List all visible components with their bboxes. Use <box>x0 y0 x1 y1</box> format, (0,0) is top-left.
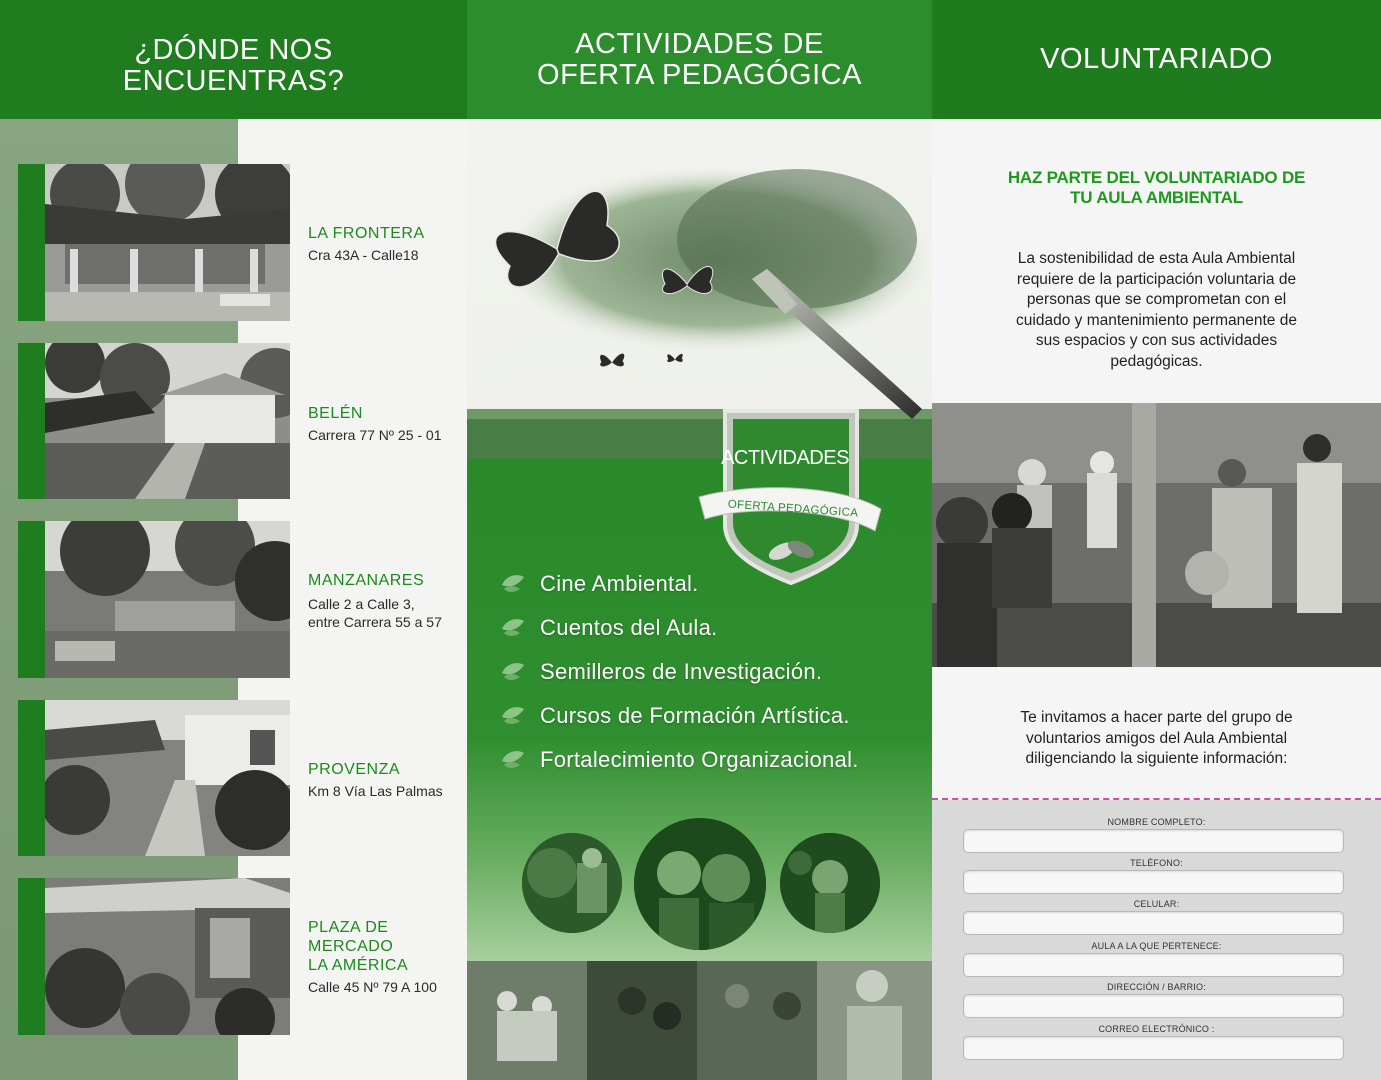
location-photo-provenza <box>18 700 290 856</box>
activity-item <box>500 650 859 694</box>
panel-activities <box>467 0 932 1080</box>
volunteer-paragraph <box>962 249 1351 372</box>
telefono-field[interactable] <box>963 870 1344 894</box>
activity-photo-circles <box>467 818 932 948</box>
volunteer-invite <box>962 708 1351 770</box>
location-name: LA FRONTERA <box>308 225 425 242</box>
activities-bottom-photo <box>467 961 932 1080</box>
circle-photo-3 <box>780 833 880 933</box>
activity-item <box>500 562 859 606</box>
volunteer-title-line2: TU AULA AMBIENTAL <box>1070 188 1243 207</box>
volunteer-title <box>932 168 1381 208</box>
badge-ribbon-text: OFERTA PEDAGÓGICA <box>727 498 859 520</box>
location-address: Carrera 77 Nº 25 - 01 <box>308 427 442 443</box>
paragraph-line: requiere de la participación voluntaria de <box>1016 270 1297 288</box>
activity-label: Cine Ambiental. <box>540 571 699 596</box>
location-address: Km 8 Vía Las Palmas <box>308 783 443 799</box>
location-photo-manzanares <box>18 521 290 678</box>
nombre-field[interactable] <box>963 829 1344 853</box>
invite-line: diligenciando la siguiente información: <box>1025 750 1288 767</box>
activities-heading <box>467 0 932 119</box>
location-address: Cra 43A - Calle18 <box>308 247 419 263</box>
paragraph-line: La sostenibilidad de esta Aula Ambiental <box>1017 250 1296 267</box>
location-name-line3: LA AMÉRICA <box>308 957 409 974</box>
activity-item <box>500 738 859 782</box>
leaf-bullet-icon <box>500 749 526 771</box>
location-photo-america <box>18 878 290 1035</box>
leaf-bullet-icon <box>500 573 526 595</box>
panel-locations <box>0 0 467 1080</box>
field-label-celular: CELULAR: <box>1133 899 1180 909</box>
location-name-line2: MERCADO <box>308 938 394 955</box>
volunteers-group-photo <box>932 403 1381 667</box>
activities-shield-badge <box>697 405 883 587</box>
paragraph-line: sus espacios y con sus actividades <box>1035 332 1278 349</box>
location-address-line2: entre Carrera 55 a 57 <box>308 614 442 630</box>
location-info-america <box>308 918 437 996</box>
field-label-direccion: DIRECCIÓN / BARRIO: <box>1107 982 1206 992</box>
paragraph-line: cuidado y mantenimiento permanente de <box>1016 311 1297 329</box>
direccion-field[interactable] <box>963 994 1344 1018</box>
location-photo-frontera <box>18 164 290 321</box>
location-name: MANZANARES <box>308 572 425 589</box>
badge-title: ACTIVIDADES <box>721 447 849 469</box>
location-name: BELÉN <box>308 405 363 422</box>
field-label-aula: AULA A LA QUE PERTENECE: <box>1091 941 1222 951</box>
leaf-bullet-icon <box>500 617 526 639</box>
location-name-line1: PLAZA DE <box>308 919 389 936</box>
activity-label: Cursos de Formación Artística. <box>540 703 850 728</box>
activity-label: Cuentos del Aula. <box>540 615 718 640</box>
activities-heading-line1: ACTIVIDADES DE <box>575 27 824 60</box>
field-label-nombre: NOMBRE COMPLETO: <box>1107 817 1206 827</box>
locations-heading <box>0 0 467 119</box>
photo-plaza-de-mercado <box>45 878 290 1035</box>
leaf-bullet-icon <box>500 705 526 727</box>
invite-line: Te invitamos a hacer parte del grupo de <box>1020 709 1293 726</box>
activity-item <box>500 606 859 650</box>
photo-belen <box>45 343 290 499</box>
locations-heading-line1: ¿DÓNDE NOS <box>134 33 333 66</box>
volunteer-title-line1: HAZ PARTE DEL VOLUNTARIADO DE <box>1007 168 1306 187</box>
circle-photo-1 <box>522 833 622 933</box>
panel-volunteering <box>932 0 1381 1080</box>
photo-manzanares <box>45 521 290 678</box>
location-address-line1: Calle 2 a Calle 3, <box>308 596 415 612</box>
activity-label: Semilleros de Investigación. <box>540 659 823 684</box>
invite-line: voluntarios amigos del Aula Ambiental <box>1025 729 1288 747</box>
location-address: Calle 45 Nº 79 A 100 <box>308 979 437 995</box>
volunteer-heading: VOLUNTARIADO <box>932 0 1381 119</box>
activity-label: Fortalecimiento Organizacional. <box>540 747 859 772</box>
activities-heading-line2: OFERTA PEDAGÓGICA <box>537 58 862 91</box>
location-name: PROVENZA <box>308 761 401 778</box>
paragraph-line: pedagógicas. <box>1110 352 1203 370</box>
paragraph-line: personas que se comprometan con el <box>1026 291 1287 308</box>
celular-field[interactable] <box>963 911 1344 935</box>
location-info-provenza <box>308 760 443 800</box>
field-label-telefono: TELÉFONO: <box>1130 858 1183 868</box>
location-info-belen <box>308 404 442 444</box>
photo-provenza <box>45 700 290 856</box>
locations-heading-line2: ENCUENTRAS? <box>122 64 345 97</box>
location-info-frontera <box>308 224 425 264</box>
field-label-correo: CORREO ELECTRÓNICO : <box>1098 1024 1215 1034</box>
activities-list <box>500 562 859 782</box>
correo-field[interactable] <box>963 1036 1344 1060</box>
photo-la-frontera <box>45 164 290 321</box>
activity-item <box>500 694 859 738</box>
volunteer-form <box>932 800 1381 1080</box>
aula-field[interactable] <box>963 953 1344 977</box>
leaf-bullet-icon <box>500 661 526 683</box>
location-photo-belen <box>18 343 290 499</box>
circle-photo-2 <box>634 818 766 950</box>
location-info-manzanares <box>308 571 442 631</box>
